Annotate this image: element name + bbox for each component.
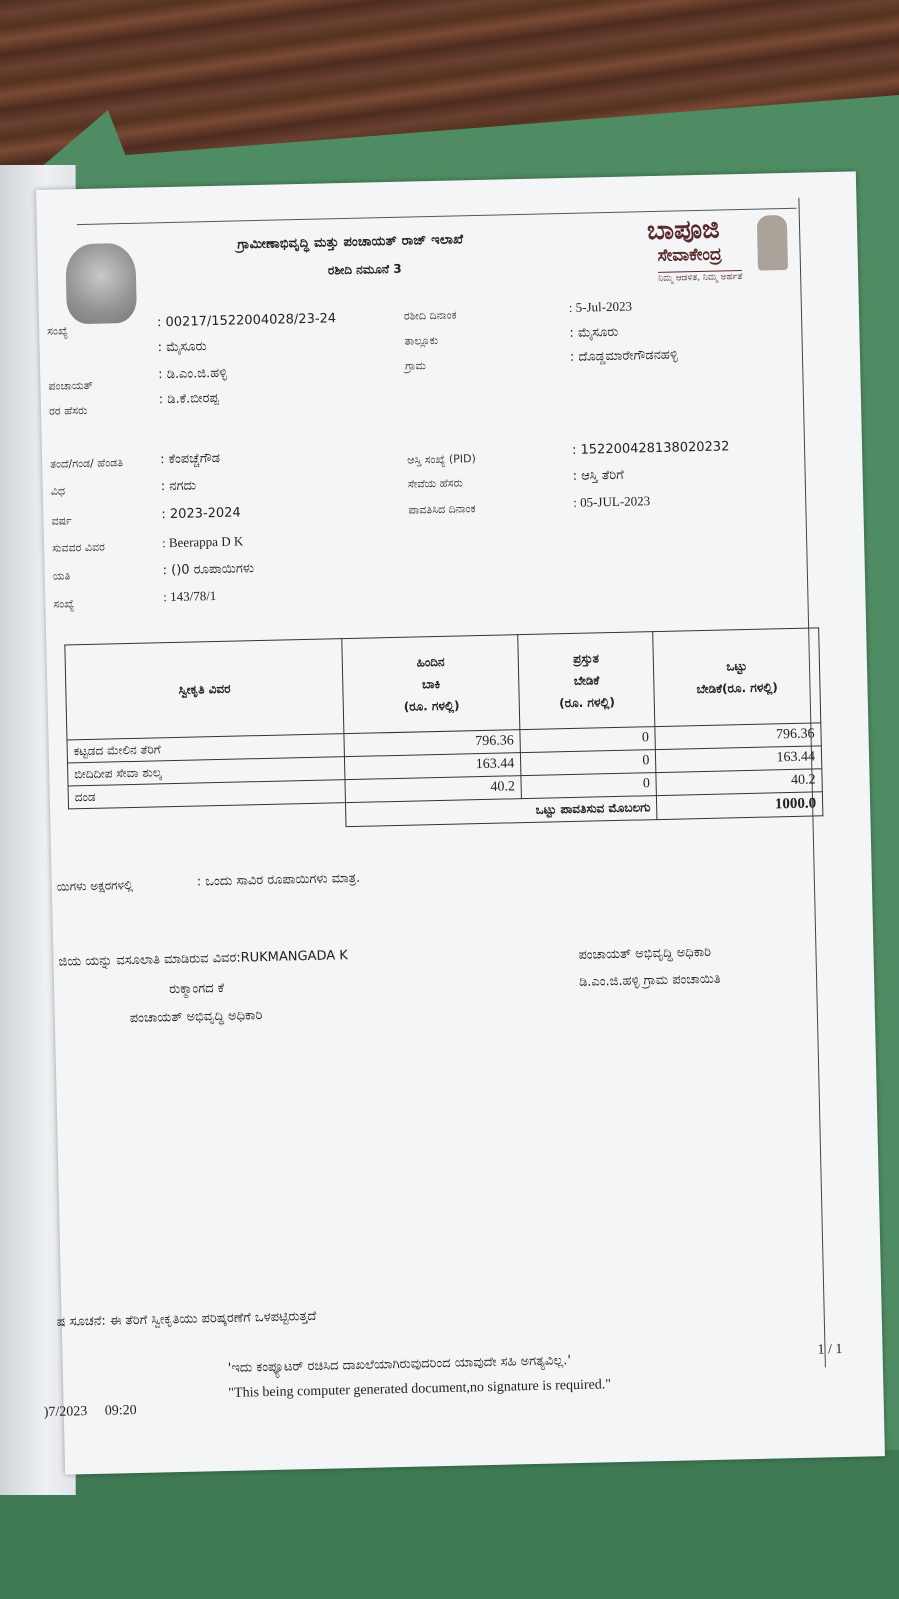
row-total: 163.44 bbox=[656, 746, 822, 773]
field-label: ರರ ಹೆಸರು bbox=[48, 403, 88, 418]
table-header-row bbox=[65, 628, 821, 740]
header-prev-line2: ಬಾಕಿ bbox=[421, 676, 441, 692]
row-previous: 40.2 bbox=[345, 776, 521, 803]
field-label: ಯತಿ bbox=[52, 569, 71, 583]
field-label: ಪಾವತಿಸಿದ ದಿನಾಂಕ bbox=[408, 502, 476, 517]
total-amount: 1000.0 bbox=[657, 792, 823, 820]
receipt-table bbox=[64, 627, 823, 833]
header-current-demand bbox=[518, 632, 655, 730]
header-desc-label: ಸ್ವೀಕೃತಿ ವಿವರ bbox=[178, 681, 231, 697]
officer-office: ಡಿ.ಎಂ.ಜಿ.ಹಳ್ಳಿ ಗ್ರಾಮ ಪಂಚಾಯಿತಿ bbox=[578, 971, 721, 990]
form-name: ರಶೀದಿ ನಮೂನೆ 3 bbox=[327, 261, 402, 278]
total-spacer bbox=[69, 803, 347, 833]
row-previous: 796.36 bbox=[344, 730, 520, 757]
field-value: : ಕೆಂಪಚ್ಚೆಗೌಡ bbox=[159, 450, 221, 468]
field-label: ಸಂಖ್ಯೆ bbox=[47, 324, 69, 338]
field-value: : ಡಿ.ಕೆ.ಬೀರಪ್ಪ bbox=[158, 390, 219, 408]
logo-tagline: ನಿಮ್ಮ ಆಡಳಿತ, ನಿಮ್ಮ ಅರ್ಹತೆ bbox=[658, 271, 743, 284]
header-curr-line2: ಬೇಡಿಕೆ bbox=[573, 673, 600, 688]
logo-subtitle: ಸೇವಾಕೇಂದ್ರ bbox=[657, 244, 722, 266]
total-label: ಒಟ್ಟು ಪಾವತಿಸುವ ಮೊಬಲಗು bbox=[346, 796, 657, 827]
field-label: ಪಂಚಾಯತ್ bbox=[48, 378, 94, 393]
field-value: : 5-Jul-2023 bbox=[568, 298, 633, 315]
field-label: ತಾಲ್ಲೂಕು bbox=[404, 333, 439, 348]
receipt-document bbox=[36, 171, 885, 1474]
field-label: ಸಂಖ್ಯೆ bbox=[53, 597, 75, 611]
field-value: : 00217/1522004028/23-24 bbox=[156, 311, 337, 331]
header-description bbox=[65, 639, 344, 740]
header-prev-line3: (ರೂ. ಗಳಲ್ಲಿ) bbox=[403, 698, 460, 714]
field-label: ರಶೀದಿ ದಿನಾಂಕ bbox=[403, 308, 457, 323]
logo-title: ಬಾಪೂಜಿ bbox=[646, 214, 720, 247]
field-value: : ನಗದು bbox=[160, 478, 197, 495]
field-value: : 152200428138020232 bbox=[571, 439, 730, 458]
field-value: : 05-JUL-2023 bbox=[573, 493, 651, 510]
amount-words-value: : ಒಂದು ಸಾವಿರ ರೂಪಾಯಿಗಳು ಮಾತ್ರ. bbox=[196, 870, 361, 890]
field-label: ತಂದೆ/ಗಂಡ/ ಹೆಂಡತಿ bbox=[50, 456, 124, 471]
state-emblem-icon bbox=[65, 243, 137, 325]
header-total-line2: ಬೇಡಿಕೆ(ರೂ. ಗಳಲ್ಲಿ) bbox=[696, 680, 778, 697]
header-curr-line1: ಪ್ರಸ್ತುತ bbox=[572, 651, 600, 666]
row-current: 0 bbox=[521, 750, 657, 776]
print-datetime: )7/2023 09:20 bbox=[43, 1403, 137, 1421]
row-total: 796.36 bbox=[655, 723, 821, 750]
header-total-line1: ಒಟ್ಟು bbox=[726, 658, 748, 674]
field-label: ಸೇವೆಯ ಹೆಸರು bbox=[407, 476, 464, 491]
row-previous: 163.44 bbox=[345, 753, 521, 780]
field-value: : ಡಿ.ಎಂ.ಜಿ.ಹಳ್ಳಿ bbox=[158, 365, 228, 383]
field-value: : ()0 ರೂಪಾಯಿಗಳು bbox=[162, 561, 255, 579]
header-prev-line1: ಹಿಂದಿನ bbox=[416, 654, 445, 670]
page-number: 1 / 1 bbox=[817, 1342, 843, 1358]
field-label: ಆಸ್ತಿ ಸಂಖ್ಯೆ (PID) bbox=[407, 452, 476, 467]
row-current: 0 bbox=[520, 727, 656, 753]
header-total-demand bbox=[653, 628, 821, 727]
officer-designation: ಪಂಚಾಯತ್ ಅಭಿವೃದ್ಧಿ ಅಧಿಕಾರಿ bbox=[578, 944, 712, 963]
row-total: 40.2 bbox=[656, 769, 822, 796]
collector-designation: ಪಂಚಾಯತ್ ಅಭಿವೃದ್ಧಿ ಅಧಿಕಾರಿ bbox=[129, 1008, 263, 1027]
header-curr-line3: (ರೂ. ಗಳಲ್ಲಿ) bbox=[558, 694, 616, 711]
bapuji-logo bbox=[647, 213, 799, 296]
gandhi-figure-icon bbox=[757, 215, 788, 271]
field-value: : ಆಸ್ತಿ ತೆರಿಗೆ bbox=[572, 467, 624, 484]
collector-line: ಜಿಯ ಯನ್ನು ವಸೂಲಾತಿ ಮಾಡಿರುವ ವಿವರ:RUKMANGADA K bbox=[58, 948, 348, 970]
department-title: ಗ್ರಾಮೀಣಾಭಿವೃದ್ಧಿ ಮತ್ತು ಪಂಚಾಯತ್ ರಾಜ್ ಇಲಾಖೆ bbox=[237, 232, 464, 253]
field-value: : 2023-2024 bbox=[161, 505, 241, 523]
field-label: ವಿಧ bbox=[50, 484, 66, 498]
field-value: : Beerappa D K bbox=[161, 533, 244, 551]
field-label: ಗ್ರಾಮ bbox=[404, 359, 427, 373]
amount-words-label: ಯಿಗಳು ಅಕ್ಷರಗಳಲ್ಲಿ bbox=[56, 877, 134, 894]
header-previous-balance bbox=[342, 635, 520, 734]
field-value: : 143/78/1 bbox=[163, 588, 217, 605]
footer-note: ಷ ಸೂಚನೆ: ಈ ತೆರಿಗೆ ಸ್ವೀಕೃತಿಯು ಪರಿಷ್ಕರಣೆಗೆ ಒಳಪಟ್ಟಿರುತ್ತದೆ bbox=[56, 1308, 317, 1330]
field-value: : ಮೈಸೂರು bbox=[157, 339, 207, 356]
row-current: 0 bbox=[521, 773, 657, 799]
field-label: ಸುವವರ ವಿವರ bbox=[51, 540, 106, 555]
collector-name: ರುಕ್ಮಾಂಗದ ಕೆ bbox=[169, 980, 225, 998]
field-label: ವರ್ಷ bbox=[51, 514, 72, 528]
field-value: : ದೊಡ್ಡಮಾರೇಗೌಡನಹಳ್ಳಿ bbox=[569, 347, 678, 365]
row-description: ಕಟ್ಟಡದ ಮೇಲಿನ ತೆರಿಗೆ bbox=[67, 734, 345, 763]
footer-en-computer-generated: "This being computer generated document,no signature is required." bbox=[228, 1377, 612, 1401]
footer-kn-computer-generated: 'ಇದು ಕಂಪ್ಯೂಟರ್ ರಚಿಸಿದ ದಾಖಲೆಯಾಗಿರುವುದರಿಂದ ಯಾವುದೇ ಸಹಿ ಅಗತ್ಯವಿಲ್ಲ.' bbox=[227, 1353, 572, 1376]
row-description: ದಂಡ bbox=[68, 780, 346, 809]
field-value: : ಮೈಸೂರು bbox=[569, 324, 619, 341]
row-description: ಬೀದಿದೀಪ ಸೇವಾ ಶುಲ್ಕ bbox=[68, 757, 346, 786]
